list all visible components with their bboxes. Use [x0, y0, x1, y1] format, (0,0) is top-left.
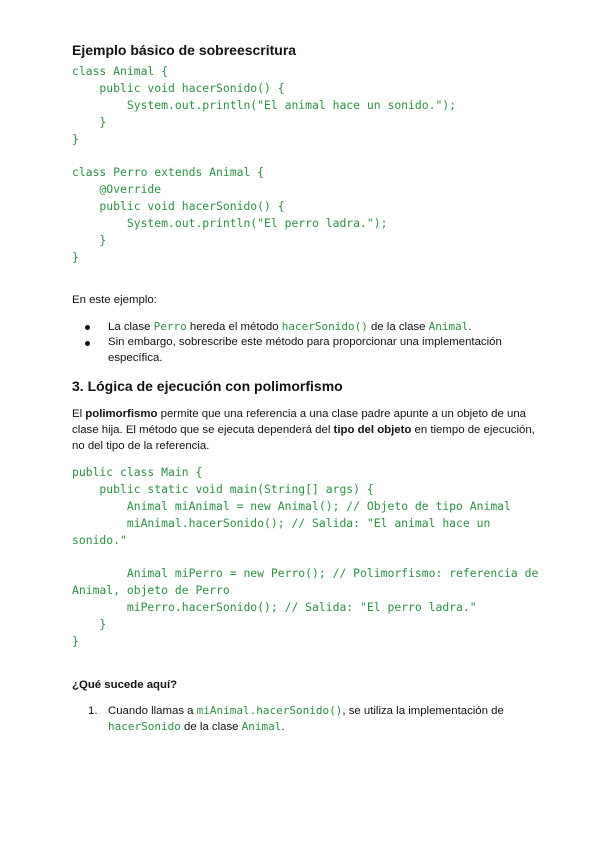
inline-code-hacersonido-2: hacerSonido: [108, 720, 181, 733]
what-happens-heading-text: ¿Qué sucede aquí?: [72, 679, 178, 691]
poly-line-2: clase hija. El método que se ejecuta dependerá del tipo del objeto en tiempo de ejecución,: [72, 424, 535, 436]
what-happens-heading: [72, 677, 532, 693]
list-number-marker: 1.: [88, 705, 98, 717]
code-block-animal-perro: class Animal { public void hacerSonido() { System.out.println("El animal hace un sonido."); } } class Perro extends Animal { @Override public void hacerSonido() { System.out.println("El perro ladra."); } }: [72, 64, 457, 264]
section-heading-basic-override: Ejemplo básico de sobreescritura: [72, 42, 297, 58]
bullet-1-text-d: .: [468, 321, 472, 333]
inline-code-mianimal-call: miAnimal.hacerSonido(): [196, 704, 343, 717]
code-block-main: public class Main { public static void main(String[] args) { Animal miAnimal = new Animal(); // Objeto de tipo Animal miAnimal.hacerSonido(); // Salida: "El animal hace un sonido." Animal miPerro = new Perro(); // Polimorfismo: referencia de Animal, objeto de Perro miPerro.hacerSonido(); // Salida: "El perro ladra." } }: [72, 465, 539, 649]
inline-code-animal-2: Animal: [241, 720, 282, 733]
bullet-marker: [85, 325, 90, 330]
bullet-1-text-a: La clase: [108, 321, 154, 333]
inline-code-hacersonido: hacerSonido(): [281, 320, 368, 333]
bullet-1-text-c: de la clase: [367, 321, 429, 333]
term-polimorfismo: polimorfismo: [85, 408, 158, 420]
term-tipo-del-objeto: tipo del objeto: [333, 424, 412, 436]
polymorphism-paragraph: [72, 406, 535, 454]
bullet-text-2: [108, 335, 502, 366]
poly-line-1: El polimorfismo permite que una referencia a una clase padre apunte a un objeto de una: [72, 408, 527, 420]
numbered-item-1-text: Cuando llamas a miAnimal.hacerSonido(), se utiliza la implementación de hacerSonido de la clase Animal.: [108, 704, 504, 733]
bullet-2-line-1: Sin embargo, sobrescribe este método para proporcionar una implementación: [108, 336, 502, 348]
inline-code-perro: Perro: [153, 320, 187, 333]
bullet-marker: [85, 341, 90, 346]
intro-paragraph: [72, 292, 532, 308]
poly-line-3: no del tipo de la referencia.: [72, 440, 210, 452]
inline-code-animal: Animal: [428, 320, 469, 333]
section-heading-polymorphism: 3. Lógica de ejecución con polimorfismo: [72, 378, 343, 394]
bullet-1-text-b: hereda el método: [186, 321, 282, 333]
intro-text: En este ejemplo:: [72, 294, 157, 306]
bullet-2-line-2: específica.: [108, 351, 163, 364]
bullet-text-1: [108, 319, 472, 336]
